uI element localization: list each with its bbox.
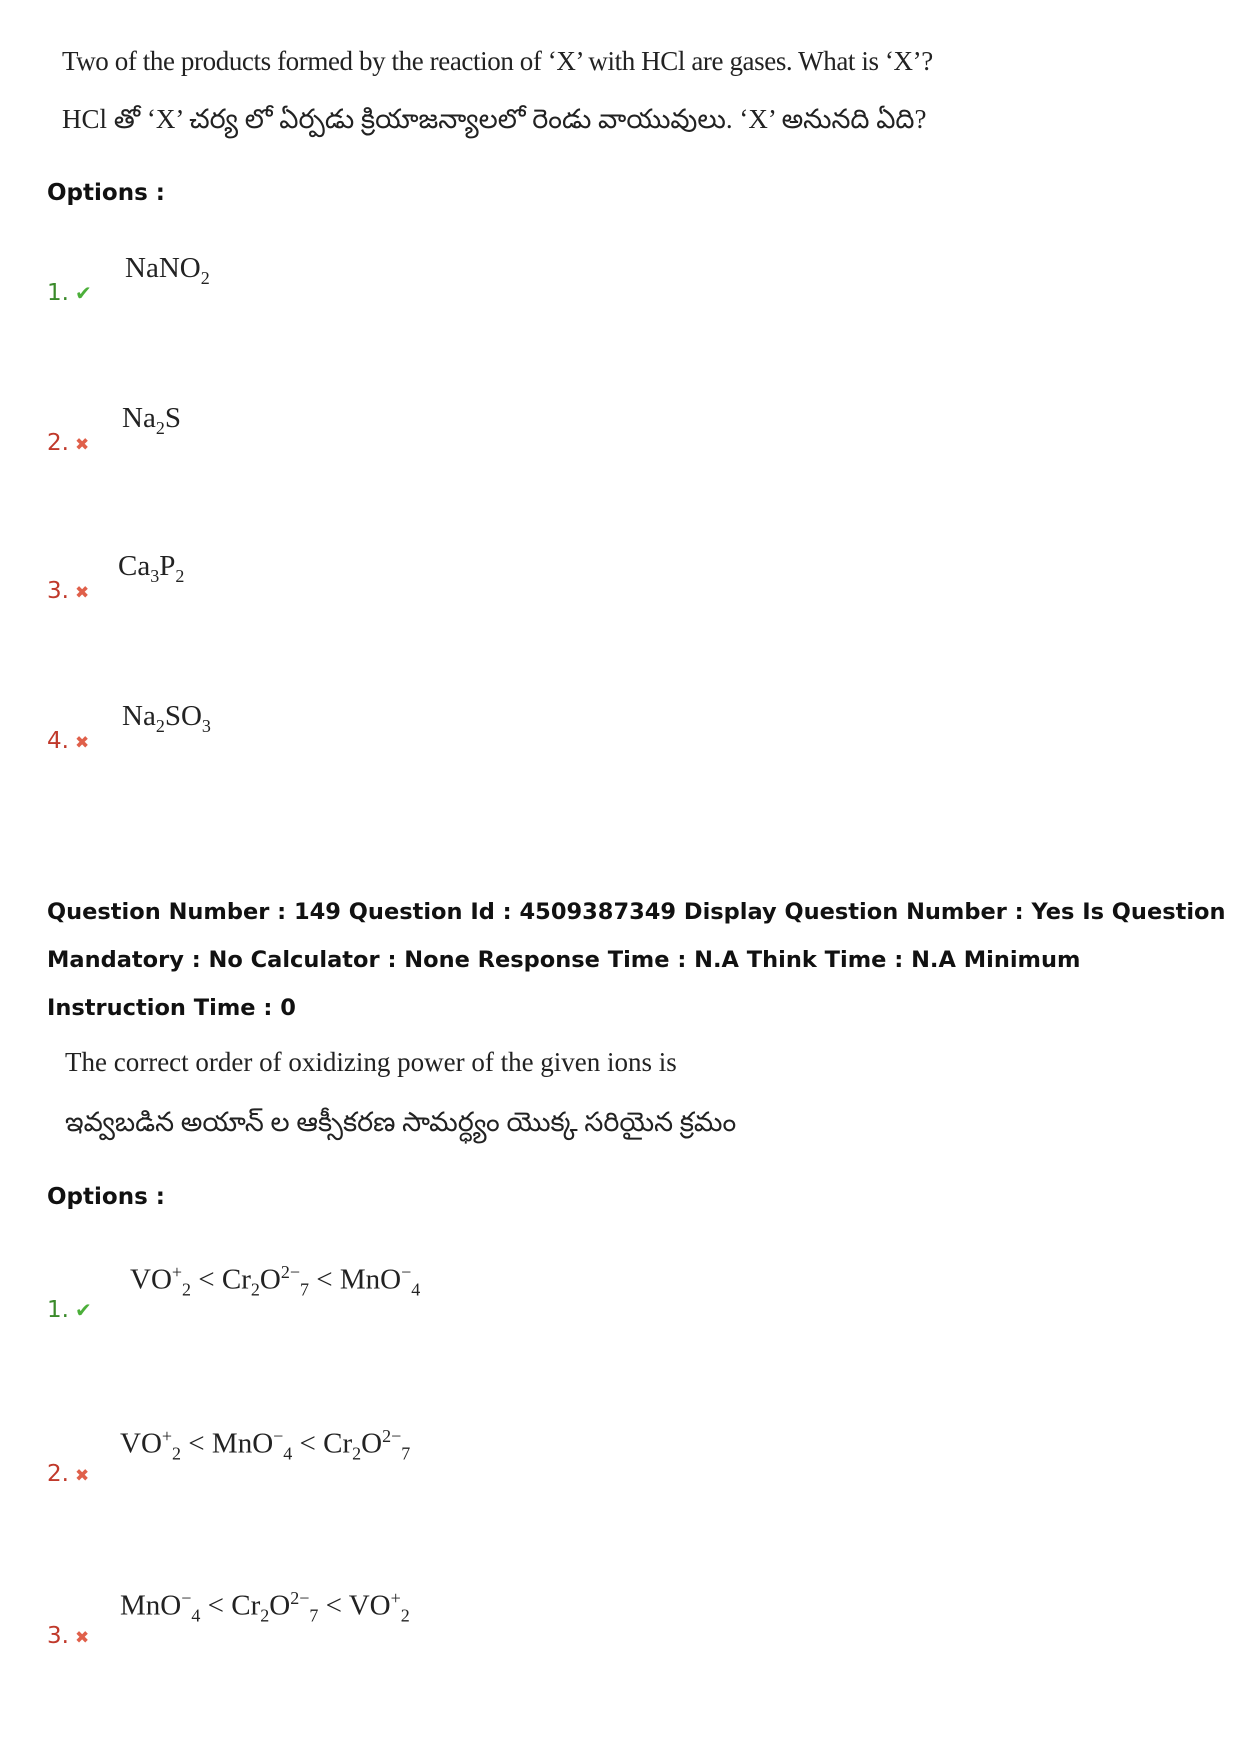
superscript: +: [390, 1588, 401, 1608]
subscript: 2: [250, 1279, 260, 1300]
formula-text: O: [269, 1589, 291, 1622]
superscript: +: [161, 1426, 173, 1446]
q149-option-1-formula: [130, 1262, 420, 1300]
formula-text: P: [159, 550, 176, 582]
q149-option-2: [47, 1461, 89, 1487]
q149-option-3: [47, 1623, 89, 1649]
cross-icon: ✖: [74, 733, 90, 753]
formula-text: O: [361, 1427, 383, 1460]
formula-text: MnO: [120, 1589, 182, 1622]
formula-text: < MnO: [309, 1263, 402, 1296]
subscript: 4: [411, 1279, 421, 1300]
formula-text: < VO: [318, 1589, 391, 1622]
q148-option-2-formula: [122, 402, 181, 439]
option-number: 2.: [47, 430, 69, 456]
option-number: 1.: [47, 280, 69, 306]
formula-text: Na: [122, 402, 156, 434]
formula-text: < Cr: [200, 1589, 261, 1622]
subscript: 2: [172, 1443, 182, 1464]
superscript: 2−: [290, 1588, 310, 1608]
superscript: −: [273, 1426, 284, 1446]
subscript: 2: [182, 1279, 192, 1300]
formula-text: < Cr: [191, 1263, 251, 1296]
q148-option-4-formula: [122, 700, 211, 737]
subscript: 2: [155, 715, 165, 736]
formula-text: Na: [122, 700, 156, 732]
q149-telugu-text: ఇవ్వబడిన అయాన్ ల ఆక్సీకరణ సామర్ధ్యం యొక్క సరియైన క్రమం: [65, 1107, 737, 1137]
q149-options-label: Options :: [47, 1184, 165, 1210]
q149-english-text: The correct order of oxidizing power of the given ions is: [65, 1047, 677, 1077]
subscript: 2: [400, 1605, 410, 1626]
q149-option-1: [47, 1297, 92, 1323]
formula-text: SO: [164, 700, 202, 732]
formula-text: O: [259, 1263, 281, 1296]
cross-icon: ✖: [74, 583, 90, 603]
q148-telugu-text: HCl తో ‘X’ చర్య లో ఏర్పడు క్రియాజన్యాలలో రెండు వాయువులు. ‘X’ అనునది ఏది?: [62, 104, 927, 134]
option-number: 2.: [47, 1461, 69, 1487]
q149-meta-info: Question Number : 149 Question Id : 4509387349 Display Question Number : Yes Is Question Mandatory : No Calculator : None Response Time : N.A Think Time : N.A Minimum Instruction Time : 0: [47, 899, 1226, 1021]
cross-icon: ✖: [74, 1466, 90, 1486]
superscript: 2−: [280, 1262, 301, 1282]
subscript: 7: [300, 1279, 310, 1300]
q148-options-label: Options :: [47, 180, 165, 206]
q148-option-4: [47, 728, 89, 754]
formula-text: < MnO: [181, 1427, 274, 1460]
subscript: 4: [191, 1605, 201, 1626]
superscript: −: [401, 1262, 412, 1282]
formula-text: VO: [130, 1263, 172, 1296]
superscript: −: [181, 1588, 192, 1608]
q148-option-3-formula: [118, 550, 184, 587]
q148-option-1: [47, 280, 92, 306]
option-number: 4.: [47, 728, 69, 754]
check-icon: ✔: [74, 281, 92, 305]
formula-text: < Cr: [292, 1427, 353, 1460]
q149-option-2-formula: [120, 1426, 410, 1464]
q148-option-3: [47, 578, 89, 604]
q149-option-3-formula: [120, 1588, 410, 1626]
q148-option-2: [47, 430, 89, 456]
subscript: 2: [200, 267, 210, 288]
option-number: 3.: [47, 1623, 69, 1649]
option-number: 1.: [47, 1297, 69, 1323]
subscript: 7: [401, 1443, 411, 1464]
q148-option-1-formula: [125, 252, 210, 289]
option-number: 3.: [47, 578, 69, 604]
subscript: 3: [150, 565, 160, 586]
subscript: 2: [260, 1605, 270, 1626]
subscript: 4: [283, 1443, 293, 1464]
subscript: 2: [155, 417, 165, 438]
formula-text: VO: [120, 1427, 162, 1460]
subscript: 3: [201, 715, 211, 736]
formula-text: Ca: [118, 550, 151, 582]
cross-icon: ✖: [74, 1628, 90, 1648]
subscript: 2: [175, 565, 185, 586]
superscript: 2−: [382, 1426, 402, 1446]
formula-text: S: [164, 402, 181, 434]
check-icon: ✔: [74, 1298, 92, 1322]
subscript: 7: [309, 1605, 319, 1626]
subscript: 2: [352, 1443, 362, 1464]
superscript: +: [171, 1262, 183, 1282]
formula-text: NaNO: [125, 252, 201, 284]
q148-english-text: Two of the products formed by the reaction of ‘X’ with HCl are gases. What is ‘X’?: [62, 46, 933, 76]
cross-icon: ✖: [74, 435, 90, 455]
